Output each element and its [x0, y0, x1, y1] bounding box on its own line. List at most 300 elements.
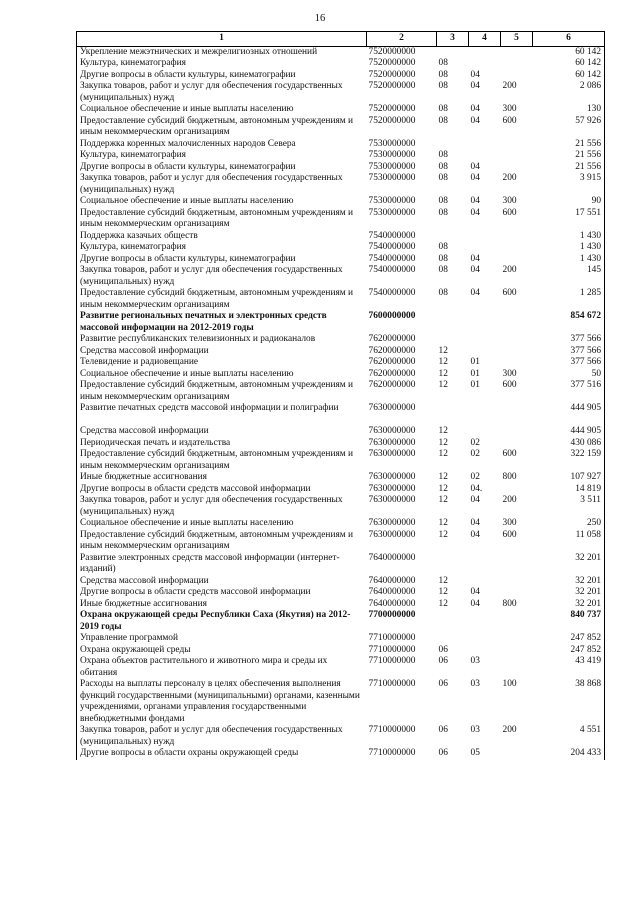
row-name-cell: Предоставление субсидий бюджетным, автономным учреждениям и иным некоммерческим организациям	[77, 530, 367, 553]
row-section-cell	[437, 46, 469, 58]
row-amount-cell: 43 419	[533, 656, 605, 679]
row-expense-type-cell: 200	[502, 265, 517, 275]
row-amount-cell: 4 551	[533, 725, 605, 748]
row-subsection-cell	[469, 46, 501, 58]
row-section-cell: 12	[438, 426, 448, 436]
row-expense-type-cell: 600	[502, 207, 517, 218]
row-amount-cell: 145	[533, 265, 605, 288]
row-subsection-cell	[469, 403, 501, 415]
row-code-cell: 7700000000	[368, 610, 416, 620]
row-subsection-cell	[469, 334, 501, 346]
row-name-cell: Расходы на выплаты персоналу в целях обеспечения выполнения функций государственными (муниципальными) органами, казенными учреждениями, органами управления государственными внебюджетными фондами	[77, 679, 367, 725]
row-section-cell	[437, 311, 469, 334]
spacer-cell	[501, 415, 533, 427]
row-amount-cell: 32 201	[533, 576, 605, 588]
row-expense-type-cell: 200	[502, 495, 517, 505]
row-section-cell: 12	[438, 472, 448, 482]
row-expense-type-cell	[501, 311, 533, 334]
table-row	[77, 254, 605, 266]
row-amount-cell: 377 516	[533, 380, 605, 403]
row-amount-cell: 50	[533, 369, 605, 381]
row-code-cell: 7630000000	[368, 403, 416, 413]
spacer-cell	[533, 415, 605, 427]
row-section-cell: 12	[438, 357, 448, 367]
row-section-cell: 08	[438, 196, 448, 206]
row-amount-cell: 60 142	[533, 46, 605, 58]
header-col-6: 6	[533, 32, 605, 47]
row-name-cell: Развитие электронных средств массовой информации (интернет-изданий)	[77, 553, 367, 576]
row-name-cell: Социальное обеспечение и иные выплаты населению	[77, 104, 367, 116]
table-row	[77, 242, 605, 254]
spacer-cell	[469, 415, 501, 427]
row-code-cell: 7640000000	[368, 552, 416, 563]
row-expense-type-cell	[501, 58, 533, 70]
table-row	[77, 288, 605, 311]
row-section-cell: 08	[438, 104, 448, 114]
row-expense-type-cell	[501, 70, 533, 82]
row-code-cell: 7630000000	[368, 426, 416, 436]
row-code-cell: 7530000000	[368, 207, 416, 218]
row-name-cell: Социальное обеспечение и иные выплаты населению	[77, 518, 367, 530]
row-name-cell: Развитие республиканских телевизионных и радиоканалов	[77, 334, 367, 346]
row-subsection-cell: 02	[470, 472, 480, 482]
row-expense-type-cell	[501, 645, 533, 657]
row-expense-type-cell: 600	[502, 115, 517, 126]
row-section-cell: 12	[438, 495, 448, 505]
row-code-cell: 7620000000	[368, 380, 416, 390]
table-row	[77, 150, 605, 162]
row-amount-cell: 247 852	[533, 645, 605, 657]
row-code-cell: 7520000000	[368, 58, 416, 68]
row-subsection-cell: 04	[470, 587, 480, 597]
row-subsection-cell	[469, 610, 501, 633]
row-amount-cell: 60 142	[533, 70, 605, 82]
row-name-cell: Культура, кинематография	[77, 242, 367, 254]
row-section-cell: 06	[438, 748, 448, 758]
row-expense-type-cell	[501, 231, 533, 243]
table-row	[77, 587, 605, 599]
row-subsection-cell	[469, 553, 501, 576]
row-amount-cell: 14 819	[533, 484, 605, 496]
row-subsection-cell: 05	[470, 748, 480, 758]
table-row	[77, 208, 605, 231]
table-row	[77, 610, 605, 633]
row-section-cell	[437, 334, 469, 346]
row-expense-type-cell	[501, 403, 533, 415]
row-expense-type-cell	[501, 346, 533, 358]
row-name-cell: Социальное обеспечение и иные выплаты населению	[77, 369, 367, 381]
row-expense-type-cell	[501, 438, 533, 450]
spacer-cell	[437, 415, 469, 427]
row-code-cell: 7630000000	[368, 437, 416, 448]
row-name-cell: Охрана окружающей среды Республики Саха (Якутия) на 2012-2019 годы	[77, 610, 367, 633]
row-code-cell: 7620000000	[368, 334, 416, 344]
row-amount-cell: 250	[533, 518, 605, 530]
row-section-cell: 08	[438, 242, 448, 252]
table-row	[77, 426, 605, 438]
row-code-cell: 7520000000	[368, 104, 416, 114]
row-subsection-cell: 04	[470, 115, 480, 126]
row-subsection-cell	[469, 576, 501, 588]
table-row	[77, 139, 605, 151]
row-subsection-cell: 03	[470, 679, 480, 689]
row-section-cell: 12	[438, 598, 448, 609]
row-subsection-cell	[469, 346, 501, 358]
table-body	[77, 46, 605, 760]
row-code-cell: 7520000000	[368, 81, 416, 91]
row-section-cell: 08	[438, 115, 448, 126]
table-row	[77, 162, 605, 174]
row-subsection-cell: 04	[470, 518, 480, 528]
table-row	[77, 449, 605, 472]
row-expense-type-cell: 100	[502, 679, 517, 689]
row-expense-type-cell: 300	[502, 104, 517, 114]
row-section-cell: 06	[438, 644, 448, 655]
row-amount-cell: 840 737	[533, 610, 605, 633]
row-expense-type-cell: 200	[502, 81, 517, 91]
row-amount-cell: 107 927	[533, 472, 605, 484]
row-name-cell: Предоставление субсидий бюджетным, автономным учреждениям и иным некоммерческим организациям	[77, 449, 367, 472]
row-name-cell: Развитие региональных печатных и электронных средств массовой информации на 2012-2019 годы	[77, 311, 367, 334]
budget-table	[76, 31, 605, 760]
table-row	[77, 231, 605, 243]
row-amount-cell: 57 926	[533, 116, 605, 139]
table-row	[77, 380, 605, 403]
row-amount-cell: 444 905	[533, 403, 605, 415]
row-expense-type-cell	[501, 656, 533, 679]
row-subsection-cell: 03	[470, 725, 480, 735]
row-name-cell: Другие вопросы в области средств массовой информации	[77, 587, 367, 599]
row-code-cell: 7530000000	[368, 173, 416, 183]
row-section-cell	[437, 610, 469, 633]
row-expense-type-cell	[501, 553, 533, 576]
table-row	[77, 530, 605, 553]
row-section-cell: 12	[438, 449, 448, 459]
row-amount-cell: 32 201	[533, 553, 605, 576]
row-name-cell: Социальное обеспечение и иные выплаты населению	[77, 196, 367, 208]
row-subsection-cell	[469, 311, 501, 334]
row-section-cell: 08	[438, 81, 448, 91]
table-row	[77, 403, 605, 415]
row-subsection-cell: 04	[470, 81, 480, 91]
row-amount-cell: 90	[533, 196, 605, 208]
row-section-cell: 06	[438, 679, 448, 689]
page-number: 16	[314, 13, 326, 24]
row-name-cell: Иные бюджетные ассигнования	[77, 472, 367, 484]
table-row	[77, 116, 605, 139]
row-amount-cell: 38 868	[533, 679, 605, 725]
row-expense-type-cell: 600	[502, 380, 517, 390]
row-section-cell: 06	[438, 656, 448, 666]
row-code-cell: 7620000000	[368, 357, 416, 367]
table-row	[77, 357, 605, 369]
row-section-cell: 08	[438, 173, 448, 183]
row-expense-type-cell: 600	[502, 449, 517, 459]
row-code-cell: 7630000000	[368, 529, 416, 540]
row-amount-cell: 1 285	[533, 288, 605, 311]
spacer-row	[77, 415, 605, 427]
row-section-cell: 08	[438, 161, 448, 172]
row-name-cell: Закупка товаров, работ и услуг для обеспечения государственных (муниципальных) нужд	[77, 173, 367, 196]
row-expense-type-cell	[501, 587, 533, 599]
row-name-cell: Периодическая печать и издательства	[77, 438, 367, 450]
table-row	[77, 104, 605, 116]
row-expense-type-cell: 600	[502, 529, 517, 540]
row-section-cell: 12	[438, 587, 448, 597]
row-amount-cell: 1 430	[533, 254, 605, 266]
row-section-cell: 12	[438, 483, 448, 494]
row-expense-type-cell	[501, 610, 533, 633]
header-col-5: 5	[501, 32, 533, 47]
row-name-cell: Предоставление субсидий бюджетным, автономным учреждениям и иным некоммерческим организациям	[77, 208, 367, 231]
row-subsection-cell: 02	[470, 449, 480, 459]
row-section-cell: 08	[438, 58, 448, 68]
row-expense-type-cell: 200	[502, 725, 517, 735]
row-expense-type-cell	[501, 357, 533, 369]
row-name-cell: Культура, кинематография	[77, 58, 367, 70]
row-expense-type-cell: 300	[502, 368, 517, 379]
row-name-cell: Иные бюджетные ассигнования	[77, 599, 367, 611]
row-expense-type-cell	[501, 254, 533, 266]
row-amount-cell: 444 905	[533, 426, 605, 438]
row-code-cell: 7540000000	[368, 242, 416, 252]
row-amount-cell: 21 556	[533, 139, 605, 151]
row-subsection-cell: 01	[470, 357, 480, 367]
row-expense-type-cell	[501, 334, 533, 346]
row-section-cell	[437, 139, 469, 151]
row-code-cell: 7710000000	[368, 748, 416, 758]
row-expense-type-cell	[501, 426, 533, 438]
table-row	[77, 81, 605, 104]
row-section-cell: 08	[438, 150, 448, 160]
row-subsection-cell: 04	[470, 173, 480, 183]
row-expense-type-cell: 800	[502, 598, 517, 609]
row-code-cell: 7530000000	[368, 150, 416, 160]
row-code-cell: 7530000000	[368, 161, 416, 172]
table-row	[77, 46, 605, 58]
table-row	[77, 725, 605, 748]
row-subsection-cell: 04	[470, 495, 480, 505]
table-row	[77, 346, 605, 358]
row-name-cell: Культура, кинематография	[77, 150, 367, 162]
row-section-cell: 08	[438, 207, 448, 218]
row-subsection-cell: 04	[470, 529, 480, 540]
row-code-cell: 7710000000	[368, 725, 416, 735]
row-expense-type-cell	[501, 162, 533, 174]
row-subsection-cell: 04	[470, 196, 480, 206]
table-row	[77, 633, 605, 645]
row-code-cell: 7710000000	[368, 633, 416, 643]
row-amount-cell: 854 672	[533, 311, 605, 334]
table-row	[77, 553, 605, 576]
row-expense-type-cell	[501, 633, 533, 645]
table-row	[77, 472, 605, 484]
row-code-cell: 7710000000	[368, 644, 416, 655]
row-code-cell: 7640000000	[368, 587, 416, 597]
row-section-cell: 06	[438, 725, 448, 735]
header-col-2: 2	[367, 32, 437, 47]
table-row	[77, 748, 605, 760]
row-amount-cell: 21 556	[533, 150, 605, 162]
row-expense-type-cell	[501, 139, 533, 151]
row-amount-cell: 247 852	[533, 633, 605, 645]
row-name-cell: Развитие печатных средств массовой информации и полиграфии	[77, 403, 367, 415]
row-code-cell: 7520000000	[368, 69, 416, 80]
row-expense-type-cell: 800	[502, 472, 517, 482]
row-amount-cell: 204 433	[533, 748, 605, 760]
table-row	[77, 334, 605, 346]
table-row	[77, 196, 605, 208]
row-subsection-cell: 04	[470, 207, 480, 218]
row-subsection-cell: 04	[470, 598, 480, 609]
row-amount-cell: 3 915	[533, 173, 605, 196]
row-amount-cell: 1 430	[533, 231, 605, 243]
header-col-1: 1	[77, 32, 367, 47]
row-code-cell: 7540000000	[368, 253, 416, 264]
row-subsection-cell: 04	[470, 253, 480, 264]
row-expense-type-cell	[501, 484, 533, 496]
row-name-cell: Средства массовой информации	[77, 426, 367, 438]
row-code-cell: 7630000000	[368, 449, 416, 459]
row-name-cell: Закупка товаров, работ и услуг для обеспечения государственных (муниципальных) нужд	[77, 265, 367, 288]
row-subsection-cell: 04	[470, 288, 480, 298]
row-code-cell: 7540000000	[368, 230, 416, 241]
row-section-cell: 08	[438, 265, 448, 275]
row-name-cell: Другие вопросы в области культуры, кинематографии	[77, 162, 367, 174]
row-amount-cell: 21 556	[533, 162, 605, 174]
row-code-cell: 7640000000	[368, 598, 416, 609]
table-row	[77, 576, 605, 588]
row-section-cell: 12	[438, 575, 448, 586]
row-code-cell: 7620000000	[368, 368, 416, 379]
row-subsection-cell: 01	[470, 380, 480, 390]
header-row	[77, 32, 605, 47]
row-expense-type-cell: 600	[502, 288, 517, 298]
row-name-cell: Управление программой	[77, 633, 367, 645]
row-expense-type-cell	[501, 576, 533, 588]
row-name-cell: Охрана объектов растительного и животного мира и среды их обитания	[77, 656, 367, 679]
row-expense-type-cell: 300	[502, 518, 517, 528]
table-row	[77, 438, 605, 450]
row-name-cell: Другие вопросы в области культуры, кинематографии	[77, 254, 367, 266]
row-expense-type-cell: 200	[502, 173, 517, 183]
row-amount-cell: 377 566	[533, 334, 605, 346]
row-subsection-cell	[469, 58, 501, 70]
row-expense-type-cell	[501, 242, 533, 254]
table-row	[77, 173, 605, 196]
row-amount-cell: 1 430	[533, 242, 605, 254]
table-row	[77, 70, 605, 82]
row-code-cell: 7630000000	[368, 518, 416, 528]
row-amount-cell: 322 159	[533, 449, 605, 472]
row-section-cell: 12	[438, 368, 448, 379]
header-col-3: 3	[437, 32, 469, 47]
row-code-cell: 7600000000	[368, 311, 416, 321]
row-code-cell: 7540000000	[368, 288, 416, 298]
row-expense-type-cell	[501, 46, 533, 58]
spacer-cell	[367, 415, 437, 427]
row-section-cell	[437, 231, 469, 243]
row-amount-cell: 130	[533, 104, 605, 116]
row-subsection-cell: 01	[470, 368, 480, 379]
row-section-cell	[437, 633, 469, 645]
row-section-cell: 08	[438, 253, 448, 264]
spacer-cell	[77, 415, 367, 427]
row-code-cell: 7640000000	[368, 575, 416, 586]
row-section-cell: 12	[438, 518, 448, 528]
row-code-cell: 7630000000	[368, 483, 416, 494]
row-name-cell: Охрана окружающей среды	[77, 645, 367, 657]
row-name-cell: Закупка товаров, работ и услуг для обеспечения государственных (муниципальных) нужд	[77, 495, 367, 518]
table-row	[77, 495, 605, 518]
table-row	[77, 265, 605, 288]
row-subsection-cell: 04	[470, 265, 480, 275]
header-col-4: 4	[469, 32, 501, 47]
row-subsection-cell: 02	[470, 437, 480, 448]
table-row	[77, 679, 605, 725]
row-subsection-cell: 04	[470, 161, 480, 172]
row-subsection-cell	[469, 633, 501, 645]
row-amount-cell: 11 058	[533, 530, 605, 553]
row-subsection-cell: 03	[470, 656, 480, 666]
row-section-cell: 12	[438, 437, 448, 448]
row-name-cell: Средства массовой информации	[77, 346, 367, 358]
row-subsection-cell: 04	[470, 69, 480, 80]
row-name-cell: Поддержка коренных малочисленных народов Севера	[77, 139, 367, 151]
row-name-cell: Другие вопросы в области средств массовой информации	[77, 484, 367, 496]
row-code-cell: 7630000000	[368, 472, 416, 482]
row-code-cell: 7620000000	[368, 345, 416, 356]
row-amount-cell: 377 566	[533, 346, 605, 358]
table-row	[77, 645, 605, 657]
row-subsection-cell	[469, 426, 501, 438]
row-section-cell: 08	[438, 69, 448, 80]
row-section-cell	[437, 553, 469, 576]
row-amount-cell: 3 511	[533, 495, 605, 518]
row-code-cell: 7530000000	[368, 138, 416, 149]
row-amount-cell: 2 086	[533, 81, 605, 104]
row-expense-type-cell	[501, 150, 533, 162]
row-amount-cell: 32 201	[533, 599, 605, 611]
row-name-cell: Закупка товаров, работ и услуг для обеспечения государственных (муниципальных) нужд	[77, 81, 367, 104]
row-code-cell: 7520000000	[368, 46, 416, 57]
table-row	[77, 518, 605, 530]
table-row	[77, 599, 605, 611]
row-amount-cell: 60 142	[533, 58, 605, 70]
row-section-cell: 12	[438, 529, 448, 540]
row-subsection-cell	[469, 231, 501, 243]
row-name-cell: Другие вопросы в области культуры, кинематографии	[77, 70, 367, 82]
row-code-cell: 7710000000	[368, 656, 416, 666]
row-amount-cell: 32 201	[533, 587, 605, 599]
table-row	[77, 484, 605, 496]
row-code-cell: 7530000000	[368, 196, 416, 206]
row-section-cell: 08	[438, 288, 448, 298]
row-expense-type-cell: 300	[502, 196, 517, 206]
row-subsection-cell	[469, 242, 501, 254]
table-row	[77, 369, 605, 381]
row-name-cell: Телевидение и радиовещание	[77, 357, 367, 369]
row-name-cell: Предоставление субсидий бюджетным, автономным учреждениям и иным некоммерческим организациям	[77, 288, 367, 311]
row-section-cell: 12	[438, 380, 448, 390]
table-row	[77, 58, 605, 70]
table-row	[77, 311, 605, 334]
row-name-cell: Поддержка казачьих обществ	[77, 231, 367, 243]
row-amount-cell: 377 566	[533, 357, 605, 369]
row-expense-type-cell	[501, 748, 533, 760]
row-subsection-cell	[469, 645, 501, 657]
row-name-cell: Предоставление субсидий бюджетным, автономным учреждениям и иным некоммерческим организациям	[77, 116, 367, 139]
